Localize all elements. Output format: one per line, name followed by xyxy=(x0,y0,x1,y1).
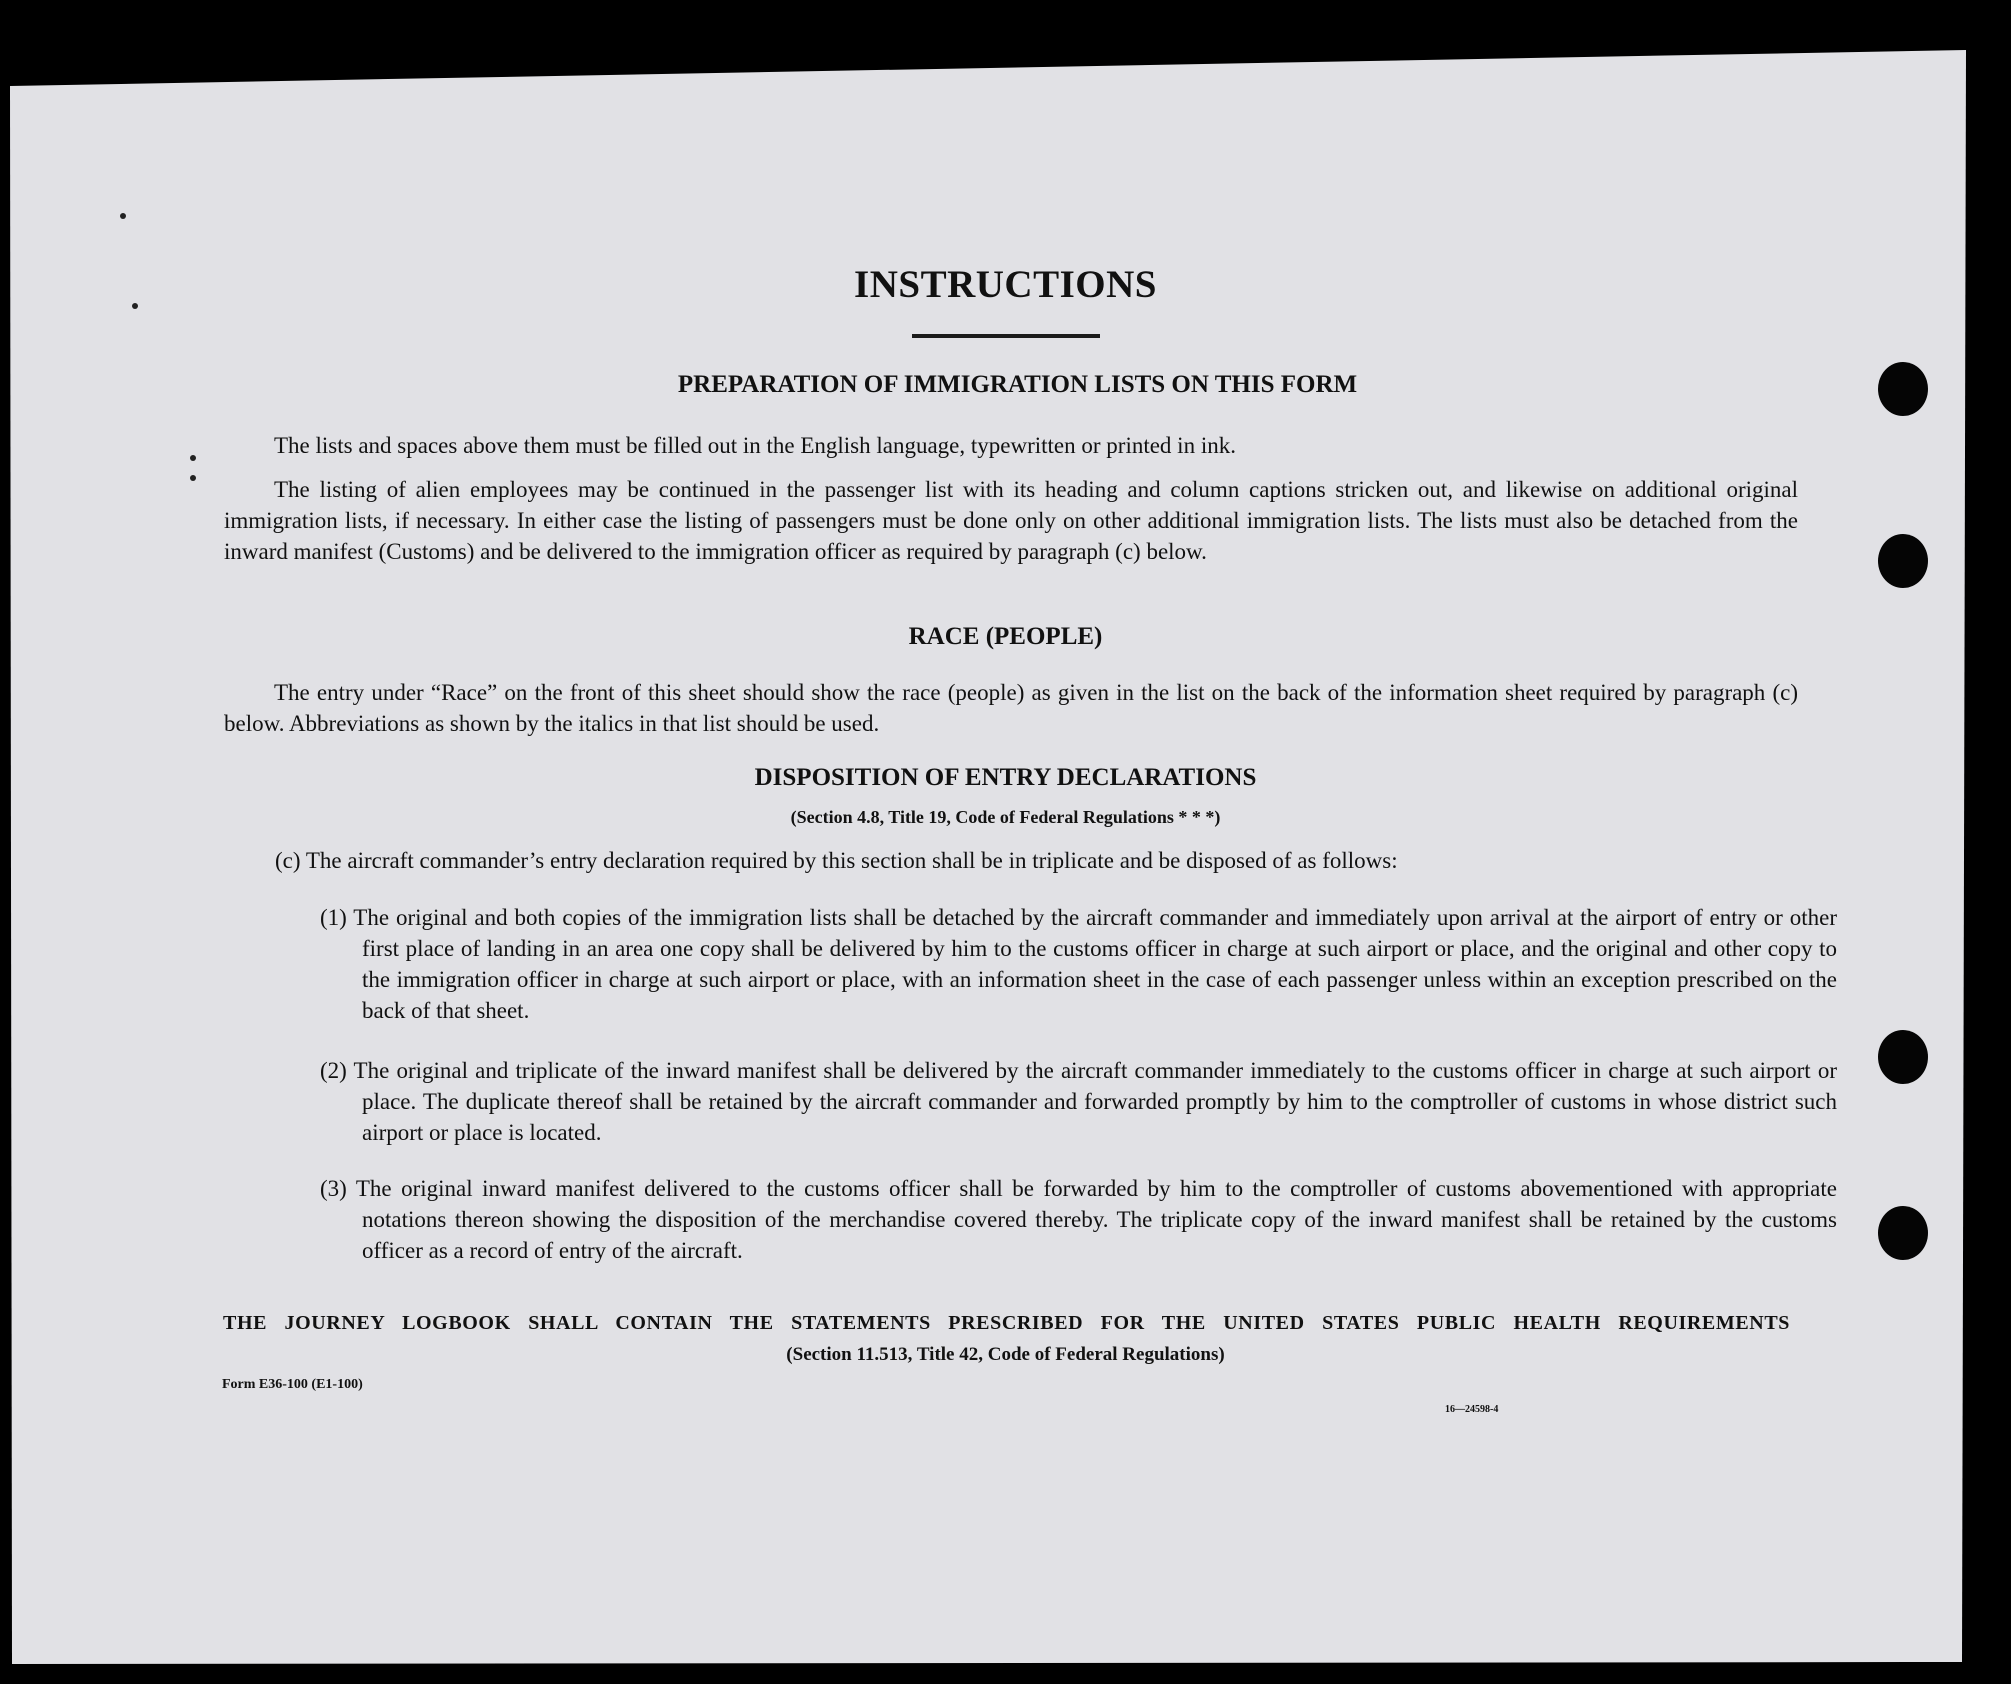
disposition-item-3: (3) The original inward manifest delivered to the customs officer shall be forwarded by him to the comptroller of customs abovementioned with appropriate notations thereon showing the disposition of the merchandise covered thereby. The triplicate copy of the inward manifest shall be retained by the customs officer as a record of entry of the aircraft. xyxy=(320,1176,1837,1263)
form-number: Form E36-100 (E1-100) xyxy=(222,1377,363,1392)
logbook-citation: (Section 11.513, Title 42, Code of Federal Regulations) xyxy=(786,1344,1225,1365)
section-heading-disposition: DISPOSITION OF ENTRY DECLARATIONS xyxy=(754,764,1257,791)
preparation-paragraph-1: The lists and spaces above them must be filled out in the English language, typewritten or printed in ink. xyxy=(274,433,1236,458)
ink-speck xyxy=(120,213,126,219)
punch-hole xyxy=(1878,534,1928,588)
title-underline xyxy=(912,334,1100,338)
page-title: INSTRUCTIONS xyxy=(854,263,1157,306)
section-heading-preparation: PREPARATION OF IMMIGRATION LISTS ON THIS FORM xyxy=(677,371,1358,398)
race-paragraph: The entry under “Race” on the front of this sheet should show the race (people) as given in the list on the back of the information sheet required by paragraph (c) below. Abbreviations as shown by the italics in that list should be used. xyxy=(224,680,1798,736)
disposition-citation: (Section 4.8, Title 19, Code of Federal Regulations * * *) xyxy=(790,807,1221,827)
disposition-item-2: (2) The original and triplicate of the inward manifest shall be delivered by the aircraft commander immediately to the customs officer in charge at such airport or place. The duplicate thereof shall be retained by the aircraft commander and forwarded promptly by him to the comptroller of customs in whose district such airport or place is located. xyxy=(320,1058,1837,1145)
print-code: 16—24598-4 xyxy=(1445,1404,1499,1415)
logbook-statement: THE JOURNEY LOGBOOK SHALL CONTAIN THE STATEMENTS PRESCRIBED FOR THE UNITED STATES PUBLIC HEALTH REQUIREMENTS xyxy=(223,1312,1790,1334)
punch-hole xyxy=(1878,1030,1928,1084)
punch-hole xyxy=(1878,1206,1928,1260)
ink-speck xyxy=(190,475,196,481)
section-heading-race: RACE (PEOPLE) xyxy=(908,623,1103,650)
ink-speck xyxy=(190,455,196,461)
preparation-paragraph-2: The listing of alien employees may be continued in the passenger list with its heading and column captions stricken out, and likewise on additional original immigration lists, if necessary. In either case the listing of passengers must be done only on other additional immigration lists. The lists must also be detached from the inward manifest (Customs) and be delivered to the immigration officer as required by paragraph (c) below. xyxy=(224,477,1798,564)
disposition-item-1: (1) The original and both copies of the immigration lists shall be detached by the aircraft commander and immediately upon arrival at the airport of entry or other first place of landing in an area one copy shall be delivered by him to the customs officer in charge at such airport or place, and the original and other copy to the immigration officer in charge at such airport or place, with an information sheet in the case of each passenger unless within an exception prescribed on the back of that sheet. xyxy=(320,905,1837,1023)
disposition-intro: (c) The aircraft commander’s entry declaration required by this section shall be in triplicate and be disposed of as follows: xyxy=(275,848,1398,873)
